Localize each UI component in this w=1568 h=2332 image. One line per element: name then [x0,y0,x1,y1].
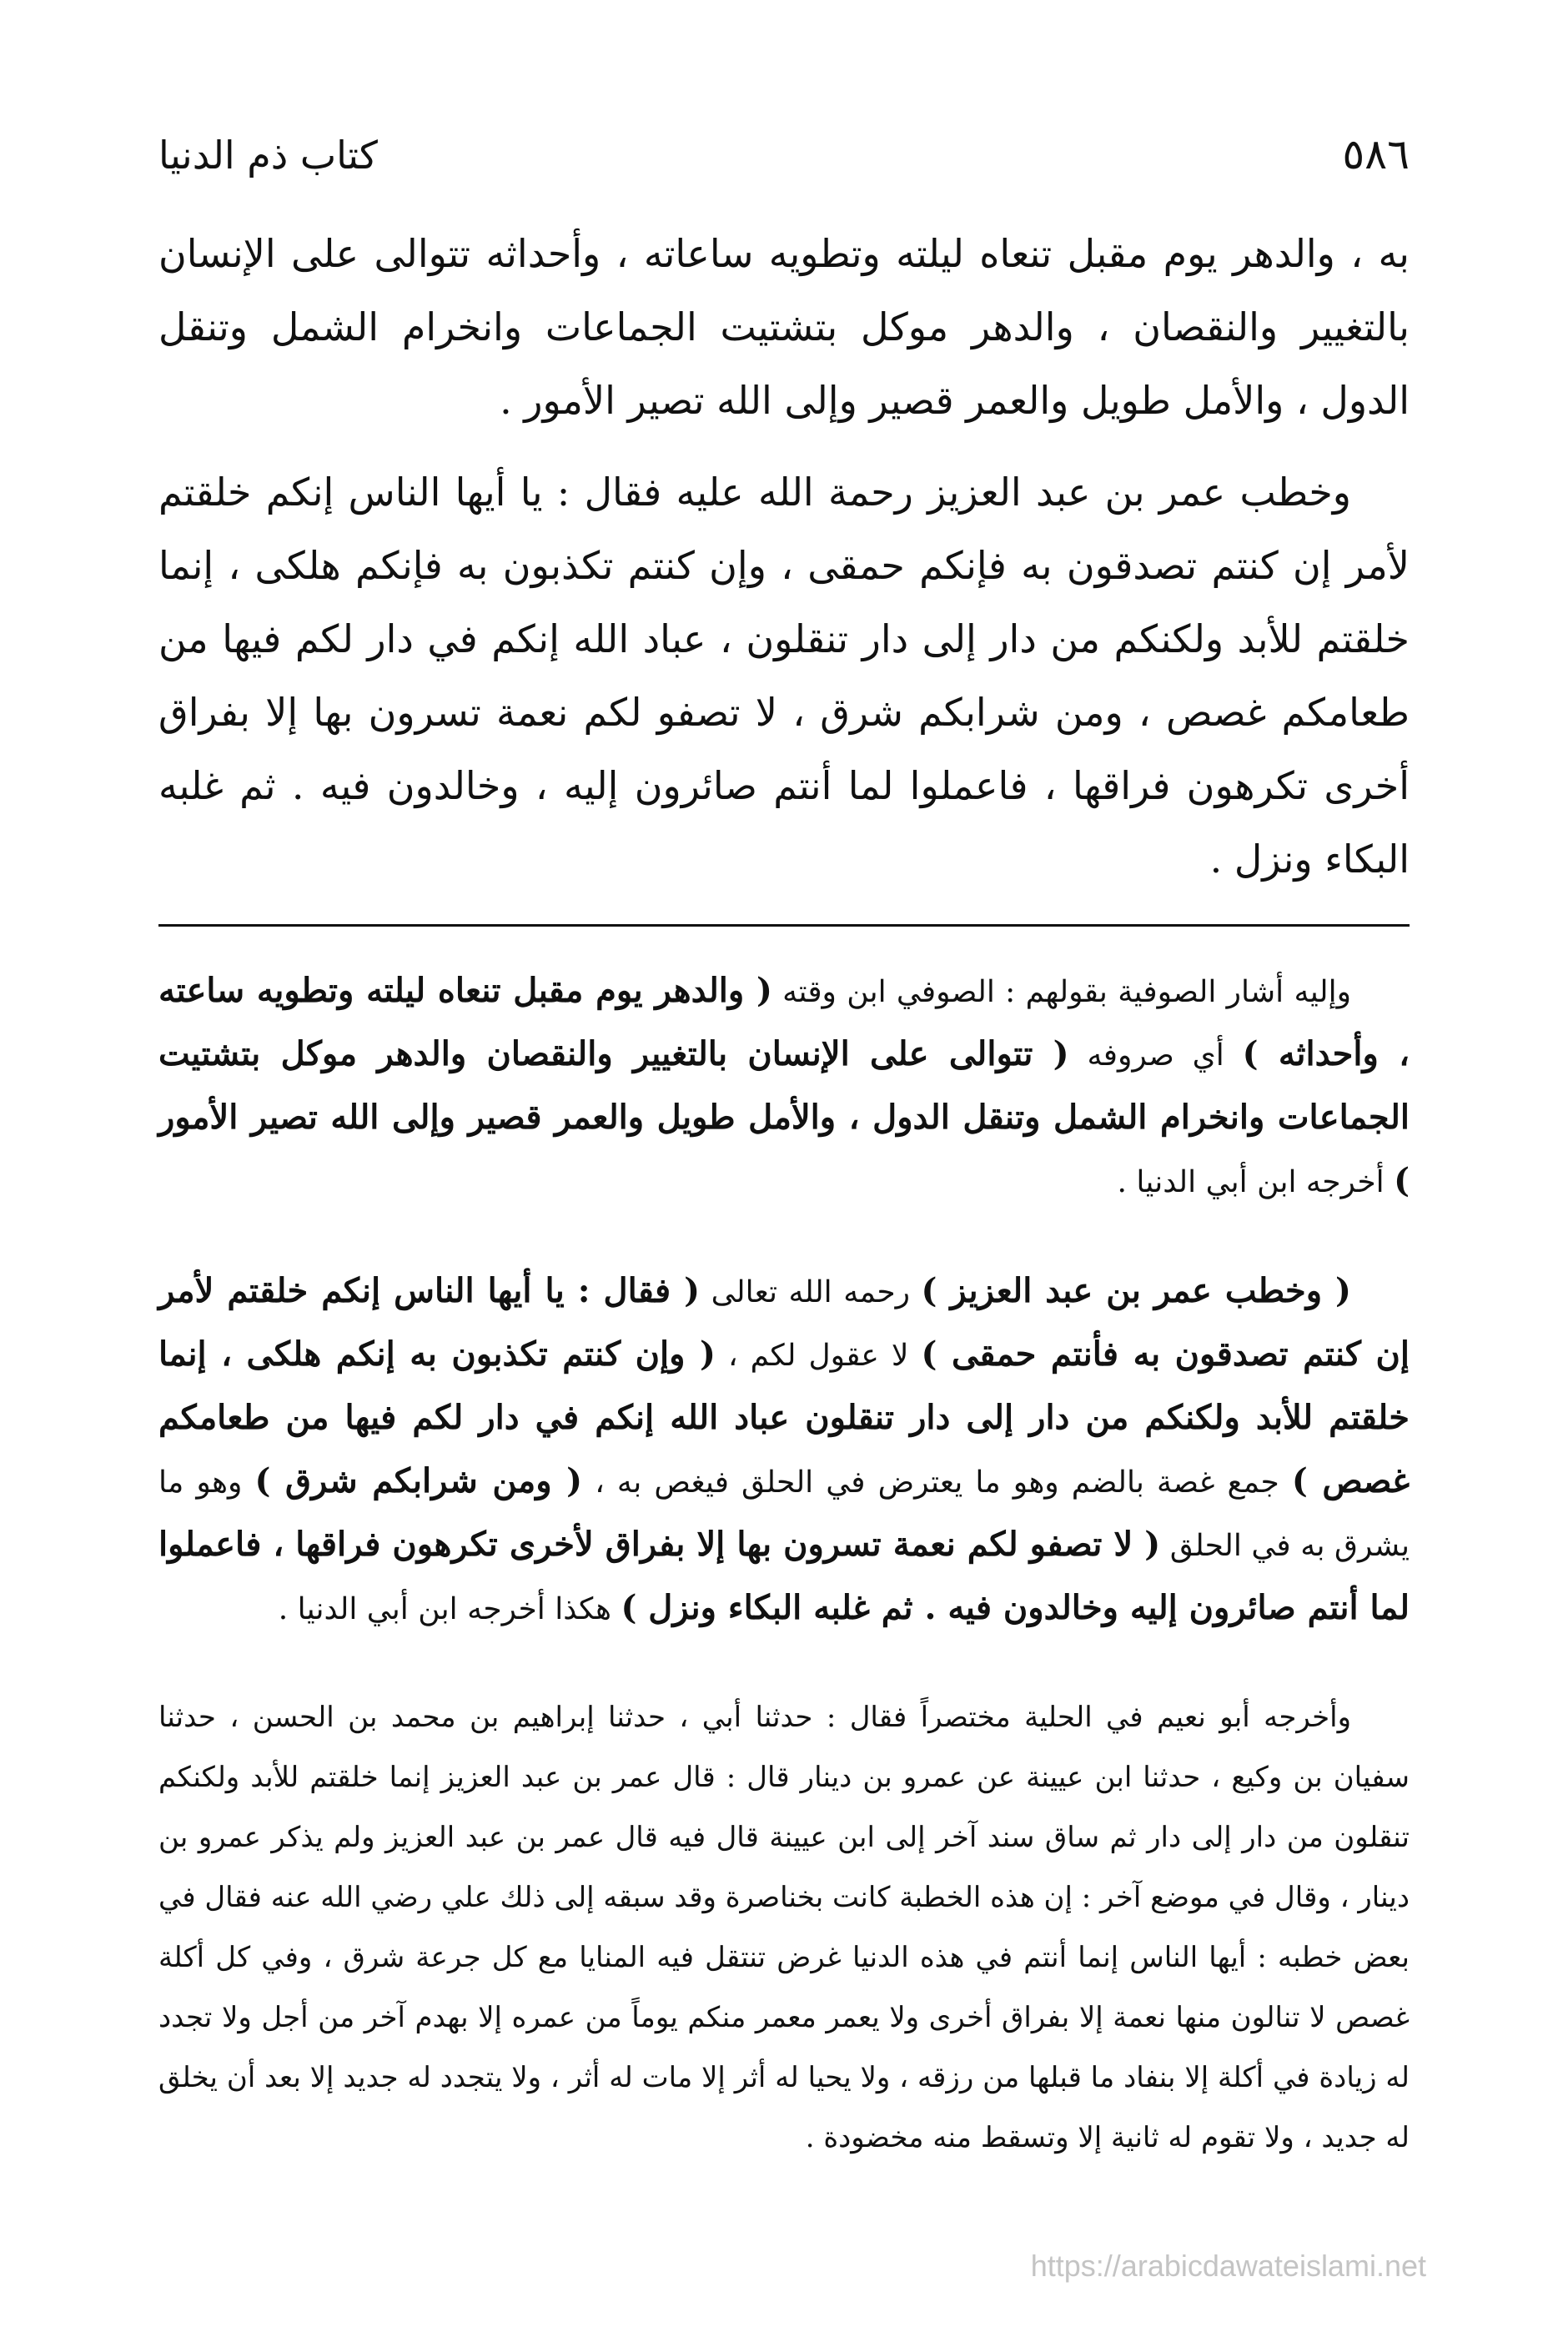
quoted-text: ( والدهر يوم مقبل تنعاه ليلته وتطويه ساعته ، وأحداثه ) [158,971,1410,1073]
footnote-divider [158,924,1410,927]
quoted-text: ( فقال : يا أيها الناس إنكم خلقتم لأمر إن كنتم تصدقون به فأنتم حمقى ) [158,1271,1410,1374]
commentary-text: أي صروفه [1087,1038,1224,1073]
commentary-paragraph-3: وأخرجه أبو نعيم في الحلية مختصراً فقال : حدثنا أبي ، حدثنا إبراهيم بن محمد بن الحسن ، حدثنا سفيان بن وكيع ، حدثنا ابن عيينة عن عمرو بن دينار قال : قال عمر بن عبد العزيز إنما خلقتم للأبد ولكنكم تنقلون من دار إلى دار ثم ساق سند آخر إلى ابن عيينة قال فيه قال عمر بن عبد العزيز ولم يذكر عمرو بن دينار ، وقال في موضع آخر : إن هذه الخطبة كانت بخناصرة وقد سبقه إلى ذلك علي رضي الله عنه فقال في بعض خطبه : أيها الناس إنما أنتم في هذه الدنيا غرض تنتقل فيه المنايا مع كل جرعة شرق ، وفي كل أكلة غصص لا تنالون منها نعمة إلا بفراق أخرى ولا يعمر معمر منكم يوماً من عمره إلا بهدم آخر من أجل ولا تجدد له زيادة في أكلة إلا بنفاد ما قبلها من رزقه ، ولا يحيا له أثر إلا مات له أثر ، ولا يتجدد له جديد إلا بعد أن يخلق له جديد ، ولا تقوم له ثانية إلا وتسقط منه مخضودة . [158,1701,1410,2154]
commentary-paragraph-2 [158,1260,1410,1641]
commentary-text: هكذا أخرجه ابن أبي الدنيا . [278,1592,611,1626]
commentary-text: أخرجه ابن أبي الدنيا . [1117,1165,1385,1199]
commentary-text: لا عقول لكم ، [727,1339,909,1373]
commentary-text: وهو ما يشرق به في الحلق [158,1465,1410,1563]
commentary-text: رحمه الله تعالى [711,1275,910,1309]
page-header [158,117,1410,192]
running-title: كتاب ذم الدنيا [158,133,378,178]
quoted-text: ( تتوالى على الإنسان بالتغيير والنقصان والدهر موكل بتشتيت الجماعات وانخرام الشمل وتنقل الدول ، والأمل طويل والعمر قصير وإلى الله تصير الأمور ) [158,1034,1410,1200]
watermark-url: https://arabicdawateislami.net [1030,2249,1426,2283]
main-text [158,217,1410,896]
main-paragraph-2: وخطب عمر بن عبد العزيز رحمة الله عليه فقال : يا أيها الناس إنكم خلقتم لأمر إن كنتم تصدقون به فإنكم حمقى ، وإن كنتم تكذبون به فإنكم هلكى ، إنما خلقتم للأبد ولكنكم من دار إلى دار تنقلون ، عباد الله إنكم في دار لكم فيها من طعامكم غصص ، ومن شرابكم شرق ، لا تصفو لكم نعمة تسرون بها إلا بفراق أخرى تكرهون فراقها ، فاعملوا لما أنتم صائرون إليه ، وخالدون فيه . ثم غلبه البكاء ونزل . [158,470,1410,882]
main-paragraph-1: به ، والدهر يوم مقبل تنعاه ليلته وتطويه ساعاته ، وأحداثه تتوالى على الإنسان بالتغيير والنقصان ، والدهر موكل بتشتيت الجماعات وانخرام الشمل وتنقل الدول ، والأمل طويل والعمر قصير وإلى الله تصير الأمور . [158,231,1410,423]
commentary-text: جمع غصة بالضم وهو ما يعترض في الحلق فيغص به ، [595,1465,1279,1500]
page-number: ٥٨٦ [1342,130,1410,178]
quoted-text: ( وخطب عمر بن عبد العزيز ) [921,1271,1351,1310]
quoted-text: ( لا تصفو لكم نعمة تسرون بها إلا بفراق لأخرى تكرهون فراقها ، فاعملوا لما أنتم صائرون إليه وخالدون فيه . ثم غلبه البكاء ونزل ) [158,1525,1410,1627]
quoted-text: ( ومن شرابكم شرق ) [254,1461,583,1500]
commentary-text: وإليه أشار الصوفية بقولهم : الصوفي ابن وقته [782,975,1351,1009]
commentary-paragraph-1 [158,960,1410,1214]
quoted-text: ( وإن كنتم تكذبون به إنكم هلكى ، إنما خلقتم للأبد ولكنكم من دار إلى دار تنقلون عباد الله إنكم في دار لكم فيها من طعامكم غصص ) [158,1334,1410,1500]
commentary [158,960,1410,2168]
